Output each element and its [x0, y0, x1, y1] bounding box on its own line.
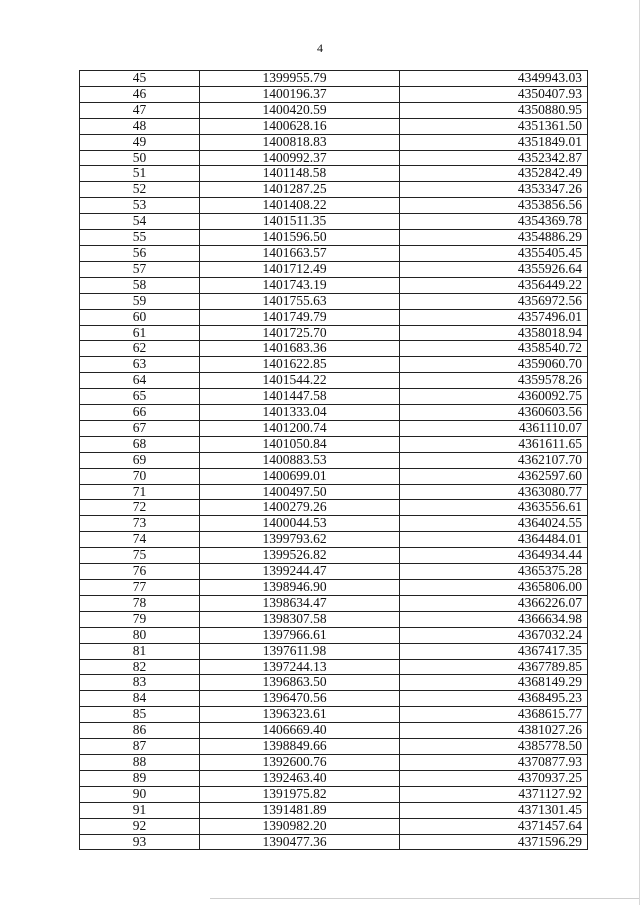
table-row: [80, 118, 588, 134]
point-number-cell: 62: [80, 341, 200, 357]
table-row: [80, 452, 588, 468]
point-number-cell: 81: [80, 643, 200, 659]
x-coordinate-cell: 1398307.58: [200, 611, 400, 627]
x-coordinate-cell: 1396863.50: [200, 675, 400, 691]
x-coordinate-cell: 1399793.62: [200, 532, 400, 548]
table-row: [80, 309, 588, 325]
y-coordinate-cell: 4351361.50: [400, 118, 588, 134]
y-coordinate-cell: 4364024.55: [400, 516, 588, 532]
y-coordinate-cell: 4371457.64: [400, 818, 588, 834]
point-number-cell: 69: [80, 452, 200, 468]
x-coordinate-cell: 1401712.49: [200, 261, 400, 277]
point-number-cell: 45: [80, 71, 200, 87]
x-coordinate-cell: 1396470.56: [200, 691, 400, 707]
x-coordinate-cell: 1401683.36: [200, 341, 400, 357]
point-number-cell: 66: [80, 405, 200, 421]
y-coordinate-cell: 4359060.70: [400, 357, 588, 373]
point-number-cell: 53: [80, 198, 200, 214]
point-number-cell: 61: [80, 325, 200, 341]
point-number-cell: 63: [80, 357, 200, 373]
x-coordinate-cell: 1400818.83: [200, 134, 400, 150]
x-coordinate-cell: 1401200.74: [200, 420, 400, 436]
table-row: [80, 739, 588, 755]
point-number-cell: 93: [80, 834, 200, 850]
table-row: [80, 675, 588, 691]
point-number-cell: 64: [80, 373, 200, 389]
table-row: [80, 802, 588, 818]
x-coordinate-cell: 1400196.37: [200, 86, 400, 102]
y-coordinate-cell: 4371301.45: [400, 802, 588, 818]
point-number-cell: 67: [80, 420, 200, 436]
x-coordinate-cell: 1401333.04: [200, 405, 400, 421]
table-row: [80, 86, 588, 102]
y-coordinate-cell: 4365375.28: [400, 564, 588, 580]
y-coordinate-cell: 4354369.78: [400, 214, 588, 230]
table-row: [80, 436, 588, 452]
y-coordinate-cell: 4353347.26: [400, 182, 588, 198]
y-coordinate-cell: 4351849.01: [400, 134, 588, 150]
x-coordinate-cell: 1401725.70: [200, 325, 400, 341]
x-coordinate-cell: 1396323.61: [200, 707, 400, 723]
x-coordinate-cell: 1401622.85: [200, 357, 400, 373]
point-number-cell: 92: [80, 818, 200, 834]
y-coordinate-cell: 4364484.01: [400, 532, 588, 548]
y-coordinate-cell: 4360092.75: [400, 389, 588, 405]
x-coordinate-cell: 1400044.53: [200, 516, 400, 532]
y-coordinate-cell: 4365806.00: [400, 580, 588, 596]
x-coordinate-cell: 1401755.63: [200, 293, 400, 309]
table-row: [80, 516, 588, 532]
table-row: [80, 261, 588, 277]
y-coordinate-cell: 4362597.60: [400, 468, 588, 484]
y-coordinate-cell: 4362107.70: [400, 452, 588, 468]
table-row: [80, 277, 588, 293]
x-coordinate-cell: 1397244.13: [200, 659, 400, 675]
point-number-cell: 83: [80, 675, 200, 691]
y-coordinate-cell: 4353856.56: [400, 198, 588, 214]
point-number-cell: 76: [80, 564, 200, 580]
y-coordinate-cell: 4356972.56: [400, 293, 588, 309]
y-coordinate-cell: 4359578.26: [400, 373, 588, 389]
y-coordinate-cell: 4368615.77: [400, 707, 588, 723]
x-coordinate-cell: 1398634.47: [200, 595, 400, 611]
y-coordinate-cell: 4354886.29: [400, 230, 588, 246]
point-number-cell: 88: [80, 754, 200, 770]
point-number-cell: 73: [80, 516, 200, 532]
x-coordinate-cell: 1397611.98: [200, 643, 400, 659]
y-coordinate-cell: 4364934.44: [400, 548, 588, 564]
y-coordinate-cell: 4352342.87: [400, 150, 588, 166]
y-coordinate-cell: 4368149.29: [400, 675, 588, 691]
table-row: [80, 357, 588, 373]
x-coordinate-cell: 1401596.50: [200, 230, 400, 246]
x-coordinate-cell: 1401511.35: [200, 214, 400, 230]
point-number-cell: 87: [80, 739, 200, 755]
x-coordinate-cell: 1397966.61: [200, 627, 400, 643]
table-row: [80, 659, 588, 675]
x-coordinate-cell: 1399526.82: [200, 548, 400, 564]
point-number-cell: 50: [80, 150, 200, 166]
x-coordinate-cell: 1400883.53: [200, 452, 400, 468]
x-coordinate-cell: 1398946.90: [200, 580, 400, 596]
point-number-cell: 78: [80, 595, 200, 611]
x-coordinate-cell: 1400420.59: [200, 102, 400, 118]
point-number-cell: 85: [80, 707, 200, 723]
y-coordinate-cell: 4350880.95: [400, 102, 588, 118]
x-coordinate-cell: 1401743.19: [200, 277, 400, 293]
table-row: [80, 548, 588, 564]
table-row: [80, 723, 588, 739]
point-number-cell: 68: [80, 436, 200, 452]
table-row: [80, 325, 588, 341]
table-row: [80, 150, 588, 166]
y-coordinate-cell: 4370877.93: [400, 754, 588, 770]
table-row: [80, 166, 588, 182]
x-coordinate-cell: 1399244.47: [200, 564, 400, 580]
point-number-cell: 46: [80, 86, 200, 102]
point-number-cell: 77: [80, 580, 200, 596]
table-row: [80, 627, 588, 643]
table-row: [80, 484, 588, 500]
table-row: [80, 230, 588, 246]
page-number: 4: [317, 41, 323, 55]
x-coordinate-cell: 1400628.16: [200, 118, 400, 134]
table-row: [80, 818, 588, 834]
x-coordinate-cell: 1401408.22: [200, 198, 400, 214]
table-row: [80, 834, 588, 850]
y-coordinate-cell: 4350407.93: [400, 86, 588, 102]
point-number-cell: 89: [80, 770, 200, 786]
table-row: [80, 341, 588, 357]
y-coordinate-cell: 4358018.94: [400, 325, 588, 341]
y-coordinate-cell: 4363080.77: [400, 484, 588, 500]
point-number-cell: 59: [80, 293, 200, 309]
bottom-scan-line: [210, 898, 640, 899]
x-coordinate-cell: 1398849.66: [200, 739, 400, 755]
y-coordinate-cell: 4385778.50: [400, 739, 588, 755]
point-number-cell: 55: [80, 230, 200, 246]
point-number-cell: 47: [80, 102, 200, 118]
table-row: [80, 580, 588, 596]
table-row: [80, 643, 588, 659]
x-coordinate-cell: 1391975.82: [200, 786, 400, 802]
point-number-cell: 51: [80, 166, 200, 182]
point-number-cell: 71: [80, 484, 200, 500]
point-number-cell: 58: [80, 277, 200, 293]
table-row: [80, 182, 588, 198]
x-coordinate-cell: 1401663.57: [200, 245, 400, 261]
point-number-cell: 48: [80, 118, 200, 134]
coordinates-table: [79, 70, 588, 850]
y-coordinate-cell: 4367417.35: [400, 643, 588, 659]
x-coordinate-cell: 1390982.20: [200, 818, 400, 834]
x-coordinate-cell: 1401148.58: [200, 166, 400, 182]
point-number-cell: 57: [80, 261, 200, 277]
y-coordinate-cell: 4366226.07: [400, 595, 588, 611]
point-number-cell: 56: [80, 245, 200, 261]
y-coordinate-cell: 4360603.56: [400, 405, 588, 421]
table-row: [80, 134, 588, 150]
table-row: [80, 468, 588, 484]
point-number-cell: 75: [80, 548, 200, 564]
table-row: [80, 373, 588, 389]
point-number-cell: 49: [80, 134, 200, 150]
x-coordinate-cell: 1406669.40: [200, 723, 400, 739]
table-row: [80, 71, 588, 87]
y-coordinate-cell: 4367789.85: [400, 659, 588, 675]
point-number-cell: 82: [80, 659, 200, 675]
table-row: [80, 707, 588, 723]
y-coordinate-cell: 4371127.92: [400, 786, 588, 802]
y-coordinate-cell: 4358540.72: [400, 341, 588, 357]
table-row: [80, 102, 588, 118]
y-coordinate-cell: 4361110.07: [400, 420, 588, 436]
point-number-cell: 52: [80, 182, 200, 198]
x-coordinate-cell: 1391481.89: [200, 802, 400, 818]
table-row: [80, 198, 588, 214]
y-coordinate-cell: 4355926.64: [400, 261, 588, 277]
coordinates-table-body: [80, 71, 588, 850]
y-coordinate-cell: 4367032.24: [400, 627, 588, 643]
y-coordinate-cell: 4366634.98: [400, 611, 588, 627]
table-row: [80, 293, 588, 309]
x-coordinate-cell: 1400992.37: [200, 150, 400, 166]
table-row: [80, 611, 588, 627]
point-number-cell: 80: [80, 627, 200, 643]
table-row: [80, 389, 588, 405]
table-row: [80, 405, 588, 421]
y-coordinate-cell: 4368495.23: [400, 691, 588, 707]
x-coordinate-cell: 1400699.01: [200, 468, 400, 484]
table-row: [80, 754, 588, 770]
x-coordinate-cell: 1401447.58: [200, 389, 400, 405]
x-coordinate-cell: 1401050.84: [200, 436, 400, 452]
x-coordinate-cell: 1400497.50: [200, 484, 400, 500]
x-coordinate-cell: 1390477.36: [200, 834, 400, 850]
x-coordinate-cell: 1401287.25: [200, 182, 400, 198]
point-number-cell: 84: [80, 691, 200, 707]
table-row: [80, 595, 588, 611]
x-coordinate-cell: 1400279.26: [200, 500, 400, 516]
coordinates-table-container: [79, 70, 587, 850]
point-number-cell: 60: [80, 309, 200, 325]
table-row: [80, 532, 588, 548]
y-coordinate-cell: 4370937.25: [400, 770, 588, 786]
point-number-cell: 79: [80, 611, 200, 627]
y-coordinate-cell: 4355405.45: [400, 245, 588, 261]
y-coordinate-cell: 4371596.29: [400, 834, 588, 850]
point-number-cell: 65: [80, 389, 200, 405]
point-number-cell: 86: [80, 723, 200, 739]
point-number-cell: 91: [80, 802, 200, 818]
table-row: [80, 564, 588, 580]
point-number-cell: 70: [80, 468, 200, 484]
table-row: [80, 691, 588, 707]
y-coordinate-cell: 4361611.65: [400, 436, 588, 452]
table-row: [80, 245, 588, 261]
y-coordinate-cell: 4349943.03: [400, 71, 588, 87]
y-coordinate-cell: 4363556.61: [400, 500, 588, 516]
table-row: [80, 214, 588, 230]
y-coordinate-cell: 4381027.26: [400, 723, 588, 739]
table-row: [80, 786, 588, 802]
x-coordinate-cell: 1392600.76: [200, 754, 400, 770]
point-number-cell: 72: [80, 500, 200, 516]
y-coordinate-cell: 4352842.49: [400, 166, 588, 182]
point-number-cell: 54: [80, 214, 200, 230]
y-coordinate-cell: 4356449.22: [400, 277, 588, 293]
table-row: [80, 420, 588, 436]
table-row: [80, 500, 588, 516]
x-coordinate-cell: 1392463.40: [200, 770, 400, 786]
x-coordinate-cell: 1401544.22: [200, 373, 400, 389]
y-coordinate-cell: 4357496.01: [400, 309, 588, 325]
table-row: [80, 770, 588, 786]
point-number-cell: 74: [80, 532, 200, 548]
x-coordinate-cell: 1399955.79: [200, 71, 400, 87]
point-number-cell: 90: [80, 786, 200, 802]
x-coordinate-cell: 1401749.79: [200, 309, 400, 325]
